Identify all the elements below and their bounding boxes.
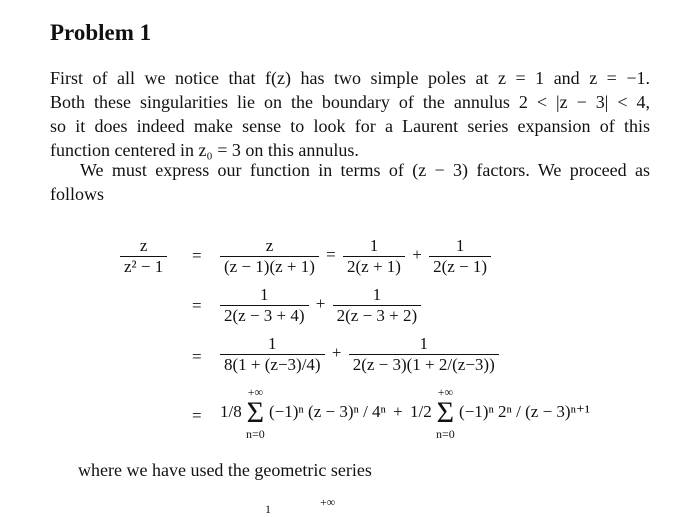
sigma-icon: Σ bbox=[246, 396, 265, 429]
intro-line-1: First of all we notice that f(z) has two simple poles at z = 1 and z = −1. bbox=[50, 68, 650, 88]
r3a-numerator: 1 bbox=[268, 334, 277, 353]
r1a-denominator: (z − 1)(z + 1) bbox=[220, 256, 319, 277]
r4-term-2: (−1)ⁿ 2ⁿ / (z − 3)ⁿ⁺¹ bbox=[459, 401, 591, 421]
summation-2 bbox=[436, 386, 455, 440]
sum2-upper: +∞ bbox=[437, 385, 454, 399]
row2-expression: $\frac{1}{2(z - 3 + 4)}$ + $\frac{1}{2(z - 3 + 2)}$ bbox=[220, 285, 421, 326]
trailing-numerator: 1 bbox=[265, 502, 271, 516]
r2b-numerator: 1 bbox=[372, 285, 382, 304]
lhs-numerator: z bbox=[139, 236, 148, 255]
equals-sign-1: = bbox=[192, 246, 202, 265]
lhs-fraction bbox=[120, 236, 167, 277]
r1c-denominator: 2(z − 1) bbox=[429, 256, 491, 277]
r3b-numerator: 1 bbox=[419, 334, 428, 353]
equals-sign-3: = bbox=[192, 347, 202, 366]
sum1-upper: +∞ bbox=[247, 385, 264, 399]
intro-line-2: Both these singularities lie on the boundary of the annulus 2 < |z − 3| < 4, bbox=[50, 92, 650, 112]
r4-term-1: (−1)ⁿ (z − 3)ⁿ / 4ⁿ bbox=[269, 401, 386, 421]
lhs-denominator: z² − 1 bbox=[120, 256, 167, 277]
r1b-denominator: 2(z + 1) bbox=[343, 256, 405, 277]
method-paragraph bbox=[50, 158, 650, 206]
sum1-lower: n=0 bbox=[245, 427, 265, 441]
method-line-1: We must express our function in terms of (z − 3) factors. We proceed as bbox=[80, 160, 650, 180]
equals-sign-4: = bbox=[192, 406, 202, 425]
equals-sign-2: = bbox=[192, 296, 202, 315]
r2a-denominator: 2(z − 3 + 4) bbox=[220, 305, 309, 326]
r3a-denominator: 8(1 + (z−3)/4) bbox=[220, 354, 325, 375]
trailing-sum-upper: +∞ bbox=[320, 495, 336, 509]
method-line-2: follows bbox=[50, 184, 104, 204]
r2b-denominator: 2(z − 3 + 2) bbox=[333, 305, 422, 326]
row4-expression: 1/8 +∞ Σ n=0 (−1)ⁿ (z − 3)ⁿ / 4ⁿ + 1/2 +∞ Σ n=0 (−1)ⁿ 2ⁿ / (z − 3)ⁿ⁺¹ bbox=[220, 385, 591, 441]
geometric-series-text: where we have used the geometric series bbox=[78, 460, 372, 480]
problem-heading: Problem 1 bbox=[50, 20, 152, 45]
row3-expression: $\frac{1}{8(1 + (z-3)/4)}$ + $\frac{1}{2(z - 3)(1 + 2/(z-3))}$ bbox=[220, 334, 499, 375]
r4-coefficient-1: 1/8 bbox=[220, 401, 242, 421]
intro-paragraph bbox=[50, 66, 650, 162]
r1b-numerator: 1 bbox=[369, 236, 379, 255]
sum2-lower: n=0 bbox=[436, 427, 455, 441]
intro-line-3: so it does indeed make sense to look for a Laurent series expansion of this bbox=[50, 116, 650, 136]
intro-line-4: function centered in z₀ = 3 on this annulus. bbox=[50, 140, 359, 160]
r4-coefficient-2: 1/2 bbox=[410, 401, 432, 421]
r2a-numerator: 1 bbox=[260, 285, 269, 304]
summation-1 bbox=[246, 386, 265, 440]
r1c-numerator: 1 bbox=[455, 236, 465, 255]
r3b-denominator: 2(z − 3)(1 + 2/(z−3)) bbox=[349, 354, 499, 375]
r1a-numerator: z bbox=[265, 236, 274, 255]
row1-expression: $\frac{z}{(z - 1)(z + 1)}$ = $\frac{1}{2(z + 1)}$ + $\frac{1}{2(z - 1)}$ bbox=[220, 236, 491, 277]
sigma-icon: Σ bbox=[436, 396, 455, 429]
